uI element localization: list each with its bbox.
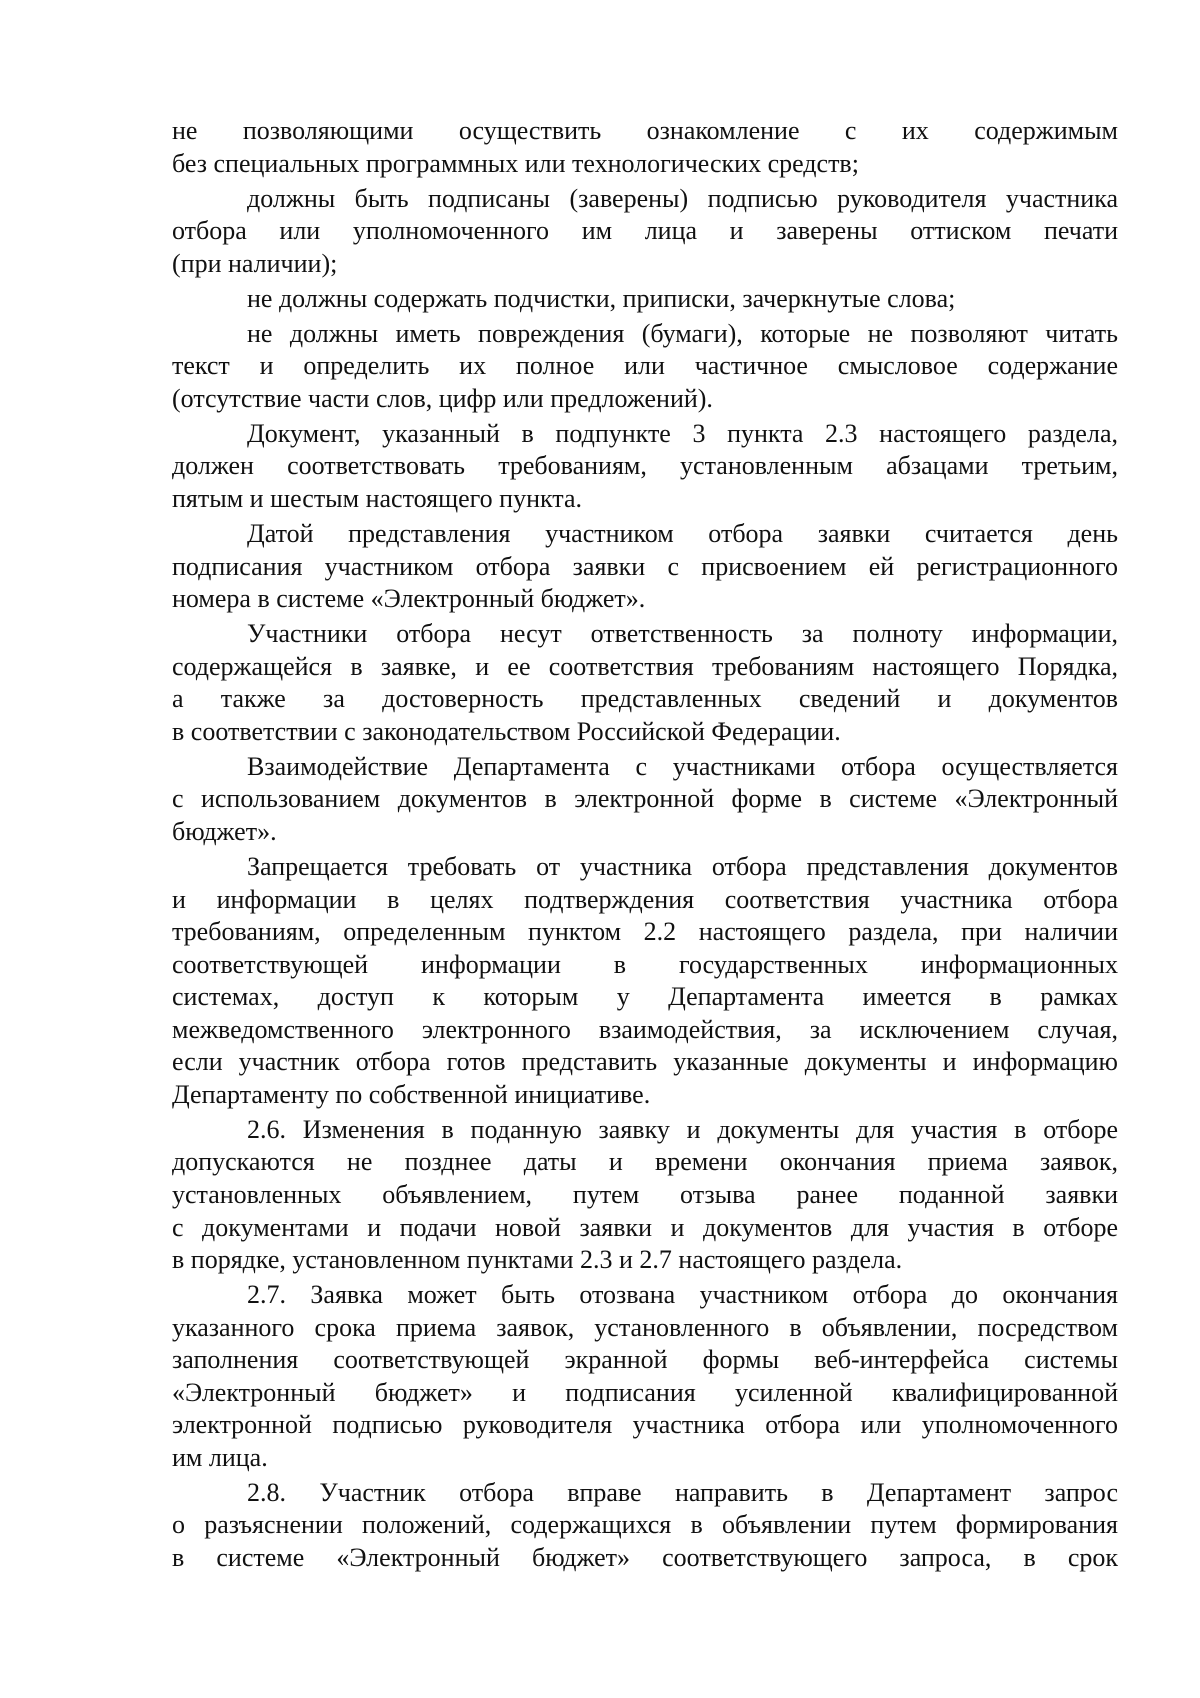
text-line: системах, доступ к которым у Департамента имеется в рамках — [172, 982, 1118, 1012]
text-line: Департаменту по собственной инициативе. — [172, 1079, 651, 1109]
paragraph-2-8 — [172, 1477, 1118, 1575]
text-line: о разъяснении положений, содержащихся в объявлении путем формирования — [172, 1510, 1118, 1540]
paragraph — [172, 851, 1118, 1111]
text-line: заполнения соответствующей экранной формы веб-интерфейса системы — [172, 1345, 1118, 1375]
text-line: межведомственного электронного взаимодействия, за исключением случая, — [172, 1014, 1118, 1044]
text-line: Участники отбора несут ответственность за полноту информации, — [247, 619, 1118, 649]
text-line: соответствующей информации в государственных информационных — [172, 949, 1118, 979]
paragraph — [172, 283, 1118, 316]
text-line: не должны иметь повреждения (бумаги), которые не позволяют читать — [247, 318, 1118, 348]
text-line: без специальных программных или технологических средств; — [172, 148, 859, 178]
text-line: содержащейся в заявке, и ее соответствия требованиям настоящего Порядка, — [172, 651, 1118, 681]
text-line: отбора или уполномоченного им лица и заверены оттиском печати — [172, 216, 1118, 246]
text-line: в соответствии с законодательством Российской Федерации. — [172, 716, 841, 746]
text-line: электронной подписью руководителя участника отбора или уполномоченного — [172, 1410, 1118, 1440]
paragraph — [172, 418, 1118, 516]
text-line: текст и определить их полное или частичное смысловое содержание — [172, 351, 1118, 381]
text-line: пятым и шестым настоящего пункта. — [172, 484, 582, 514]
text-line: допускаются не позднее даты и времени окончания приема заявок, — [172, 1147, 1118, 1177]
text-line: (при наличии); — [172, 248, 338, 278]
text-line: 2.6. Изменения в поданную заявку и документы для участия в отборе — [247, 1114, 1118, 1144]
text-line: Запрещается требовать от участника отбора представления документов — [247, 852, 1118, 882]
paragraph — [172, 618, 1118, 748]
text-line: если участник отбора готов представить указанные документы и информацию — [172, 1047, 1118, 1077]
text-line: а также за достоверность представленных сведений и документов — [172, 684, 1118, 714]
paragraph-2-6 — [172, 1114, 1118, 1277]
text-line: 2.7. Заявка может быть отозвана участником отбора до окончания — [247, 1280, 1118, 1310]
text-line: с использованием документов в электронной форме в системе «Электронный — [172, 784, 1118, 814]
text-line: в порядке, установленном пунктами 2.3 и 2.7 настоящего раздела. — [172, 1245, 903, 1275]
text-line: в системе «Электронный бюджет» соответствующего запроса, в срок — [172, 1543, 1118, 1573]
text-line: не должны содержать подчистки, приписки, зачеркнутые слова; — [247, 283, 956, 313]
paragraph-2-7 — [172, 1279, 1118, 1474]
text-line: установленных объявлением, путем отзыва ранее поданной заявки — [172, 1180, 1118, 1209]
text-line: бюджет». — [172, 816, 277, 846]
text-line: им лица. — [172, 1442, 268, 1472]
text-line: с документами и подачи новой заявки и документов для участия в отборе — [172, 1212, 1118, 1242]
text-line: подписания участником отбора заявки с присвоением ей регистрационного — [172, 551, 1118, 581]
text-line: 2.8. Участник отбора вправе направить в Департамент запрос — [247, 1477, 1118, 1507]
text-line: Документ, указанный в подпункте 3 пункта 2.3 настоящего раздела, — [247, 418, 1118, 448]
paragraph — [172, 318, 1118, 416]
text-line: требованиям, определенным пунктом 2.2 настоящего раздела, при наличии — [172, 917, 1118, 947]
text-line: Взаимодействие Департамента с участниками отбора осуществляется — [247, 751, 1118, 781]
text-line: номера в системе «Электронный бюджет». — [172, 584, 646, 614]
text-line: (отсутствие части слов, цифр или предложений). — [172, 383, 713, 413]
text-line: «Электронный бюджет» и подписания усиленной квалифицированной — [172, 1377, 1118, 1407]
text-line: должен соответствовать требованиям, установленным абзацами третьим, — [172, 451, 1118, 481]
text-line: Датой представления участником отбора заявки считается день — [247, 519, 1118, 549]
text-line: и информации в целях подтверждения соответствия участника отбора — [172, 884, 1118, 914]
paragraph-continuation — [172, 115, 1118, 180]
text-line: должны быть подписаны (заверены) подписью руководителя участника — [247, 183, 1118, 213]
paragraph — [172, 751, 1118, 849]
paragraph — [172, 518, 1118, 616]
paragraph — [172, 183, 1118, 281]
text-line: не позволяющими осуществить ознакомление с их содержимым — [172, 116, 1118, 145]
document-body — [172, 115, 1118, 1577]
text-line: указанного срока приема заявок, установленного в объявлении, посредством — [172, 1312, 1118, 1342]
